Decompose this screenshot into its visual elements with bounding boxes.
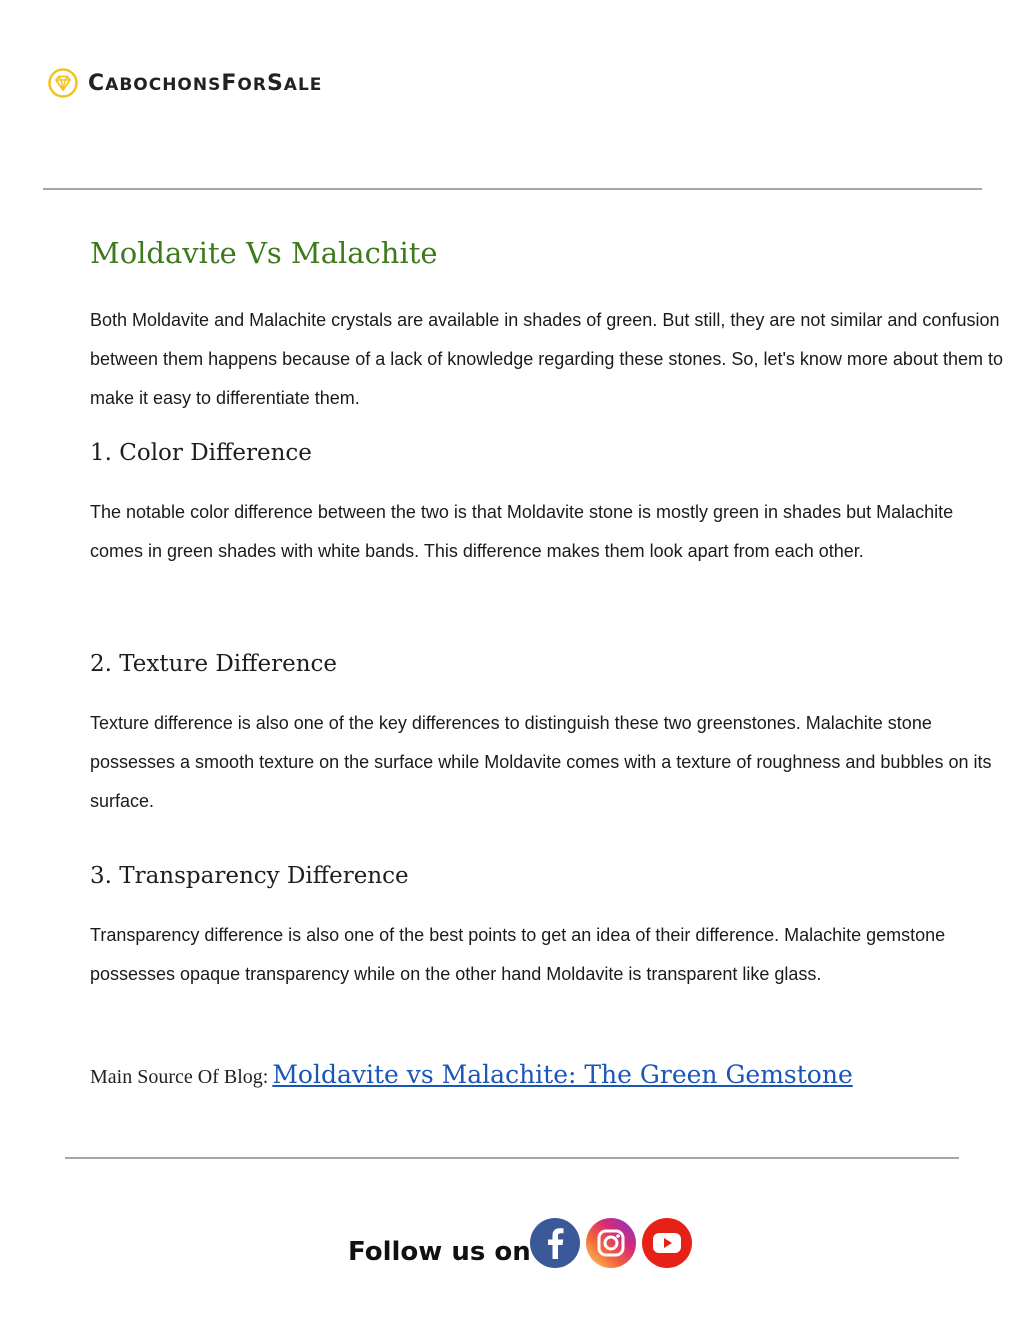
divider-bottom — [65, 1157, 959, 1159]
section-body-color: The notable color difference between the two is that Moldavite stone is mostly green in shades but Malachite comes in green shades with white bands. This difference makes them look apart from each other. — [90, 502, 954, 561]
source-line — [90, 1060, 853, 1089]
brand-logo[interactable] — [48, 66, 322, 100]
brand-name: CABOCHONSFORSALE — [88, 70, 323, 96]
source-label: Main Source Of Blog: — [90, 1066, 269, 1088]
intro-paragraph: Both Moldavite and Malachite crystals are available in shades of green. But still, they are not similar and confusion between them happens because of a lack of knowledge regarding these stones. So, let's know more about them to make it easy to differentiate them. — [90, 310, 1003, 408]
section-heading-texture: 2. Texture Difference — [90, 651, 338, 677]
youtube-icon[interactable] — [641, 1217, 693, 1269]
instagram-icon[interactable] — [585, 1217, 637, 1269]
divider-top — [43, 188, 982, 190]
follow-us-label: Follow us on — [348, 1237, 531, 1267]
source-link[interactable]: Moldavite vs Malachite: The Green Gemstone — [272, 1060, 853, 1089]
article-title: Moldavite Vs Malachite — [90, 236, 438, 270]
gem-icon — [48, 68, 78, 98]
facebook-icon[interactable] — [529, 1217, 581, 1269]
section-body-transparency: Transparency difference is also one of the best points to get an idea of their difference. Malachite gemstone possesses opaque transparency while on the other hand Moldavite is transparent like glass. — [90, 925, 946, 984]
section-heading-color: 1. Color Difference — [90, 440, 312, 466]
section-body-texture: Texture difference is also one of the key differences to distinguish these two greenstones. Malachite stone possesses a smooth texture on the surface while Moldavite comes with a texture of roughness and bubbles on its surface. — [90, 713, 992, 811]
section-heading-transparency: 3. Transparency Difference — [90, 863, 409, 889]
